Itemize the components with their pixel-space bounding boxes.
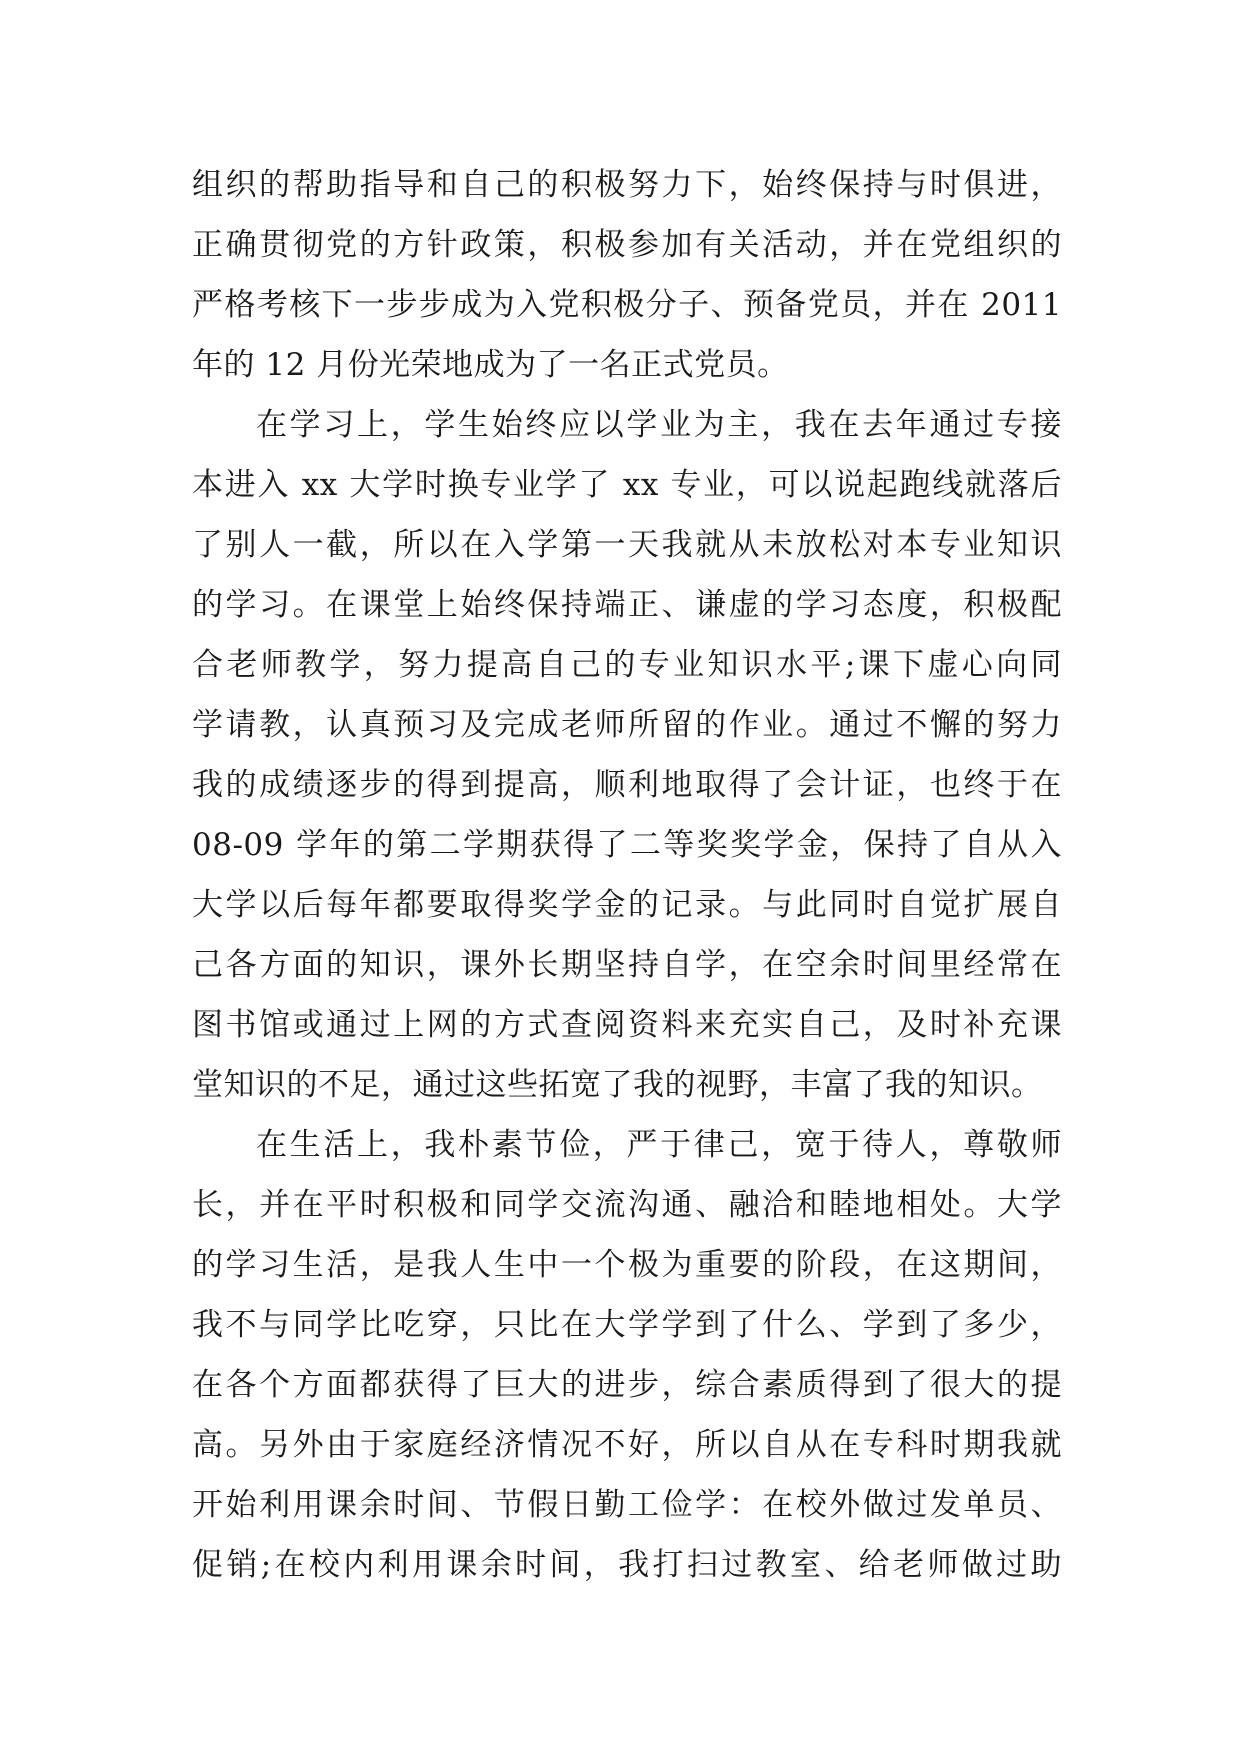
text-line: 大学以后每年都要取得奖学金的记录。与此同时自觉扩展自 (192, 887, 1062, 923)
text-line: 的学习生活，是我人生中一个极为重要的阶段，在这期间， (192, 1247, 1062, 1283)
paragraph (192, 155, 1062, 395)
text-line: 的学习。在课堂上始终保持端正、谦虚的学习态度，积极配 (192, 587, 1062, 623)
paragraph (192, 395, 1062, 1115)
text-line: 学请教，认真预习及完成老师所留的作业。通过不懈的努力 (192, 707, 1062, 743)
text-line: 长，并在平时积极和同学交流沟通、融洽和睦地相处。大学 (192, 1187, 1062, 1223)
text-line: 高。另外由于家庭经济情况不好，所以自从在专科时期我就 (192, 1427, 1062, 1463)
text-line: 在学习上，学生始终应以学业为主，我在去年通过专接 (256, 407, 1062, 443)
text-line: 图书馆或通过上网的方式查阅资料来充实自己，及时补充课 (192, 1007, 1062, 1043)
text-line: 我不与同学比吃穿，只比在大学学到了什么、学到了多少， (192, 1307, 1062, 1343)
text-line: 组织的帮助指导和自己的积极努力下，始终保持与时俱进， (192, 167, 1062, 203)
text-line: 08-09 学年的第二学期获得了二等奖奖学金，保持了自从入 (192, 827, 1062, 863)
paragraph (192, 1115, 1062, 1595)
text-line: 了别人一截，所以在入学第一天我就从未放松对本专业知识 (192, 527, 1062, 563)
text-line: 在各个方面都获得了巨大的进步，综合素质得到了很大的提 (192, 1367, 1062, 1403)
text-line: 堂知识的不足，通过这些拓宽了我的视野，丰富了我的知识。 (192, 1067, 1043, 1103)
text-line: 年的 12 月份光荣地成为了一名正式党员。 (192, 347, 789, 383)
text-line: 正确贯彻党的方针政策，积极参加有关活动，并在党组织的 (192, 227, 1062, 263)
text-line: 合老师教学，努力提高自己的专业知识水平;课下虚心向同 (192, 647, 1062, 683)
body-text (192, 155, 1062, 1595)
text-line: 我的成绩逐步的得到提高，顺利地取得了会计证，也终于在 (192, 767, 1062, 803)
text-line: 本进入 xx 大学时换专业学了 xx 专业，可以说起跑线就落后 (192, 467, 1062, 503)
text-line: 己各方面的知识，课外长期坚持自学，在空余时间里经常在 (192, 947, 1062, 983)
text-line: 在生活上，我朴素节俭，严于律己，宽于待人，尊敬师 (256, 1127, 1062, 1163)
text-line: 开始利用课余时间、节假日勤工俭学：在校外做过发单员、 (192, 1487, 1062, 1523)
text-line: 促销;在校内利用课余时间，我打扫过教室、给老师做过助 (192, 1547, 1062, 1583)
text-line: 严格考核下一步步成为入党积极分子、预备党员，并在 2011 (192, 287, 1062, 323)
